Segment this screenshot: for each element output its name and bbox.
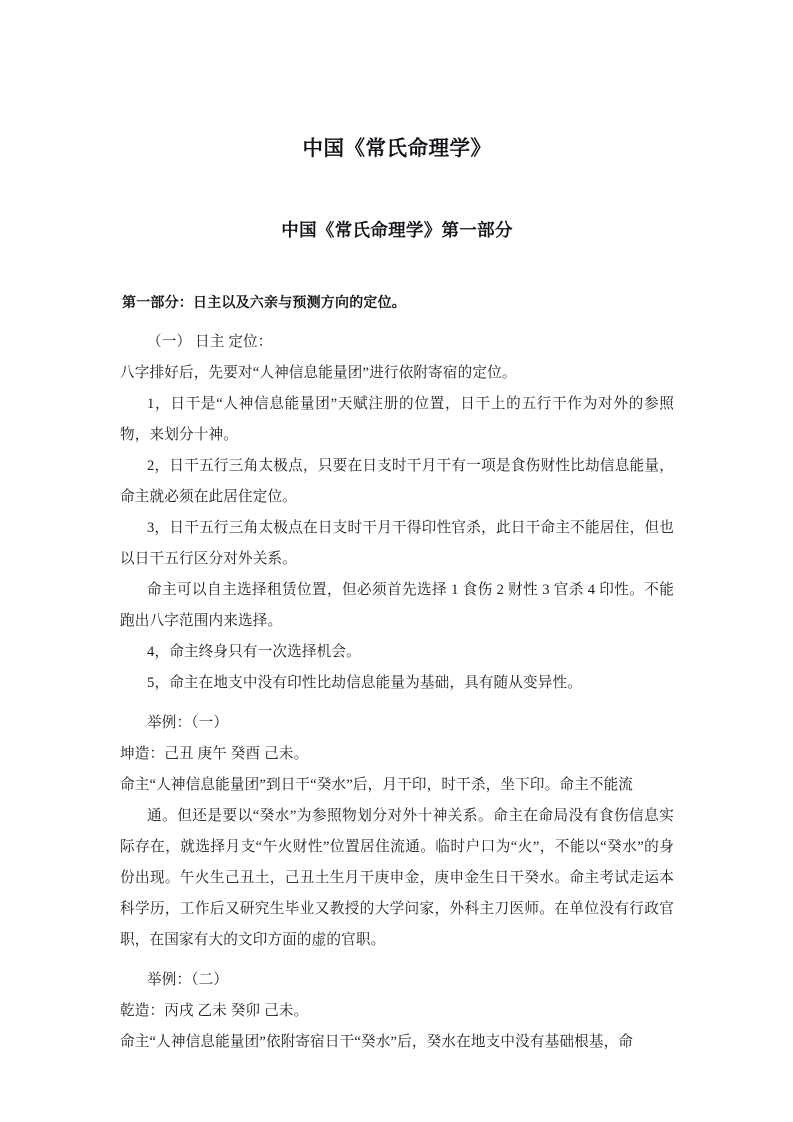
paragraph-example-one-label: 举例：（一）	[147, 715, 229, 731]
document-subtitle: 中国《常氏命理学》第一部分	[281, 219, 513, 240]
paragraph-example-two-label: 举例：（二）	[147, 972, 229, 988]
paragraph-example-one-analysis-body: 通。但还是要以“癸水”为参照物划分对外十神关系。命主在命局没有食伤信息实际存在，就选择月支“午火财性”位置居住流通。临时户口为“火”，不能以“癸水”的身份出现。午火生己丑土，己丑土生月干庚申金，庚申金生日干癸水。命主考试走运本科学历，工作后又研究生毕业又教授的大学问家，外科主刀医师。在单位没有行政官职，在国家有大的文印方面的虚的官职。	[120, 808, 674, 948]
paragraph-intro: 八字排好后，先要对“人神信息能量团”进行依附寄宿的定位。	[120, 365, 517, 381]
paragraph-rule-3: 3，日干五行三角太极点在日支时干月干得印性官杀，此日干命主不能居住，但也以日干五行区分对外关系。	[120, 520, 674, 567]
paragraph-rule-1: 1，日干是“人神信息能量团”天赋注册的位置，日干上的五行干作为对外的参照物，来划分十神。	[120, 396, 674, 443]
paragraph-example-two-analysis: 命主“人神信息能量团”依附寄宿日干“癸水”后，癸水在地支中没有基础根基，命	[120, 1034, 634, 1050]
paragraph-subsection-label: （一） 日主 定位：	[147, 334, 273, 350]
paragraph-rule-2: 2，日干五行三角太极点，只要在日支时干月干有一项是食伤财性比劫信息能量，命主就必须在此居住定位。	[120, 458, 674, 505]
paragraph-example-one-chart: 坤造：己丑 庚午 癸酉 己未。	[120, 746, 309, 762]
paragraph-rule-5: 5，命主在地支中没有印性比劫信息能量为基础，具有随从变异性。	[147, 675, 583, 691]
section-heading: 第一部分：日主以及六亲与预测方向的定位。	[122, 294, 406, 310]
paragraph-rule-4: 4，命主终身只有一次选择机会。	[147, 644, 361, 660]
page-title: 中国《常氏命理学》	[302, 137, 492, 160]
paragraph-rule-selection: 命主可以自主选择租赁位置，但必须首先选择 1 食伤 2 财性 3 官杀 4 印性。不能跑出八字范围内来选择。	[120, 582, 674, 629]
paragraph-example-one-analysis-line1: 命主“人神信息能量团”到日干“癸水”后，月干印，时干杀，坐下印。命主不能流	[120, 777, 634, 793]
document-content	[120, 0, 674, 1058]
paragraph-example-two-chart: 乾造：丙戌 乙未 癸卯 己未。	[120, 1003, 309, 1019]
